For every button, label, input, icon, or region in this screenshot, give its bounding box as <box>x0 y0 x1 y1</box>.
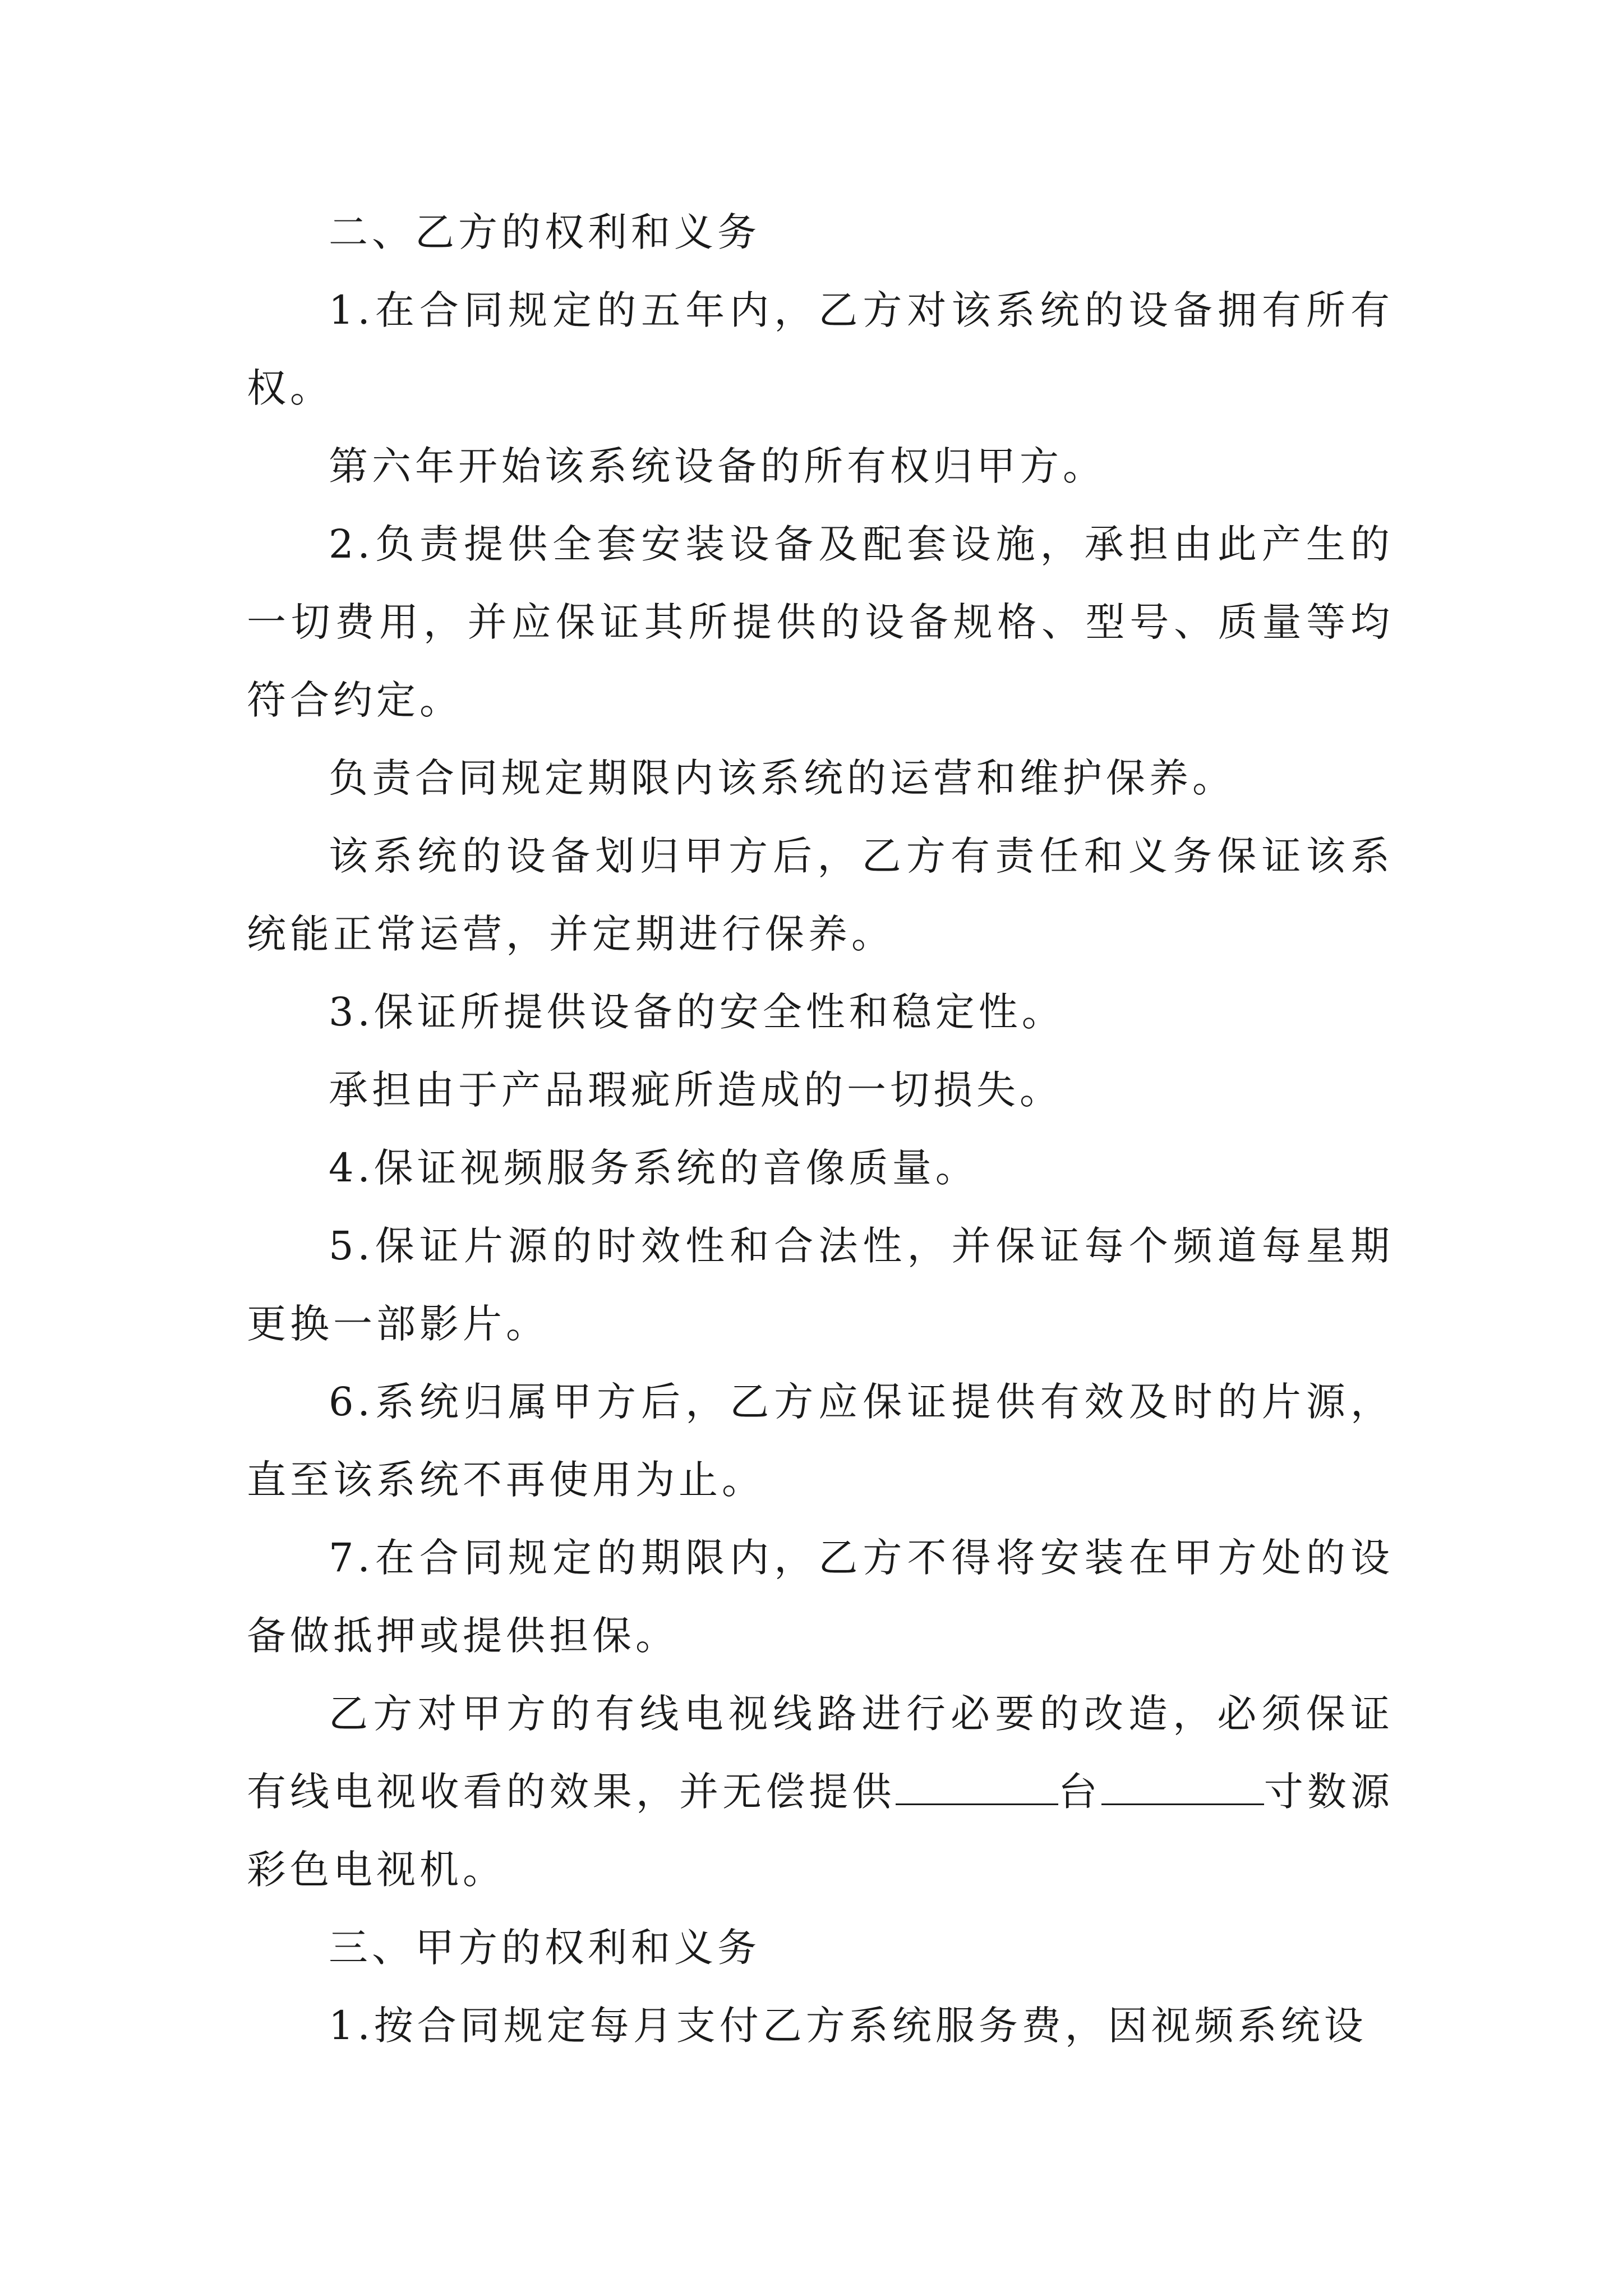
clause-7-pledge: 7.在合同规定的期限内，乙方不得将安装在甲方处的设备做抵押或提供担保。 <box>247 1535 1394 1659</box>
clause-5-content: 5.保证片源的时效性和合法性，并保证每个频道每星期更换一部影片。 <box>247 1223 1394 1347</box>
clause-post-transfer-duty: 该系统的设备划归甲方后，乙方有责任和义务保证该系统能正常运营，并定期进行保养。 <box>247 833 1394 957</box>
clause-6-supply: 6.系统归属甲方后，乙方应保证提供有效及时的片源，直至该系统不再使用为止。 <box>247 1379 1394 1503</box>
clause-defect-loss: 承担由于产品瑕疵所造成的一切损失。 <box>329 1067 1063 1113</box>
clause-a1-payment: 1.按合同规定每月支付乙方系统服务费，因视频系统设 <box>329 2003 1367 2049</box>
tv-clause-text: 乙方对甲方的有线电视线路进行必要的改造，必须保证有线电视收看的效果，并无偿提供 <box>247 1691 1394 1815</box>
clause-ownership-transfer: 第六年开始该系统设备的所有权归甲方。 <box>329 443 1106 489</box>
tv-unit-text: 台 <box>1058 1769 1101 1815</box>
section-heading-party-b: 二、乙方的权利和义务 <box>329 209 760 255</box>
clause-operation-maintenance: 负责合同规定期限内该系统的运营和维护保养。 <box>329 755 1235 801</box>
clause-4-quality: 4.保证视频服务系统的音像质量。 <box>329 1145 979 1191</box>
tv-clause-end: 寸数源彩色电视机。 <box>247 1769 1394 1893</box>
clause-tv-provision <box>247 1675 1394 1909</box>
clause-1-ownership: 1.在合同规定的五年内，乙方对该系统的设备拥有所有权。 <box>247 287 1394 411</box>
clause-3-safety: 3.保证所提供设备的安全性和稳定性。 <box>329 989 1065 1035</box>
clause-2-equipment: 2.负责提供全套安装设备及配套设施，承担由此产生的一切费用，并应保证其所提供的设备规格、型号、质量等均符合约定。 <box>247 521 1394 723</box>
size-blank <box>1101 1772 1264 1805</box>
section-heading-party-a: 三、甲方的权利和义务 <box>329 1925 760 1971</box>
quantity-blank <box>896 1772 1058 1805</box>
document-page <box>247 194 1394 2065</box>
